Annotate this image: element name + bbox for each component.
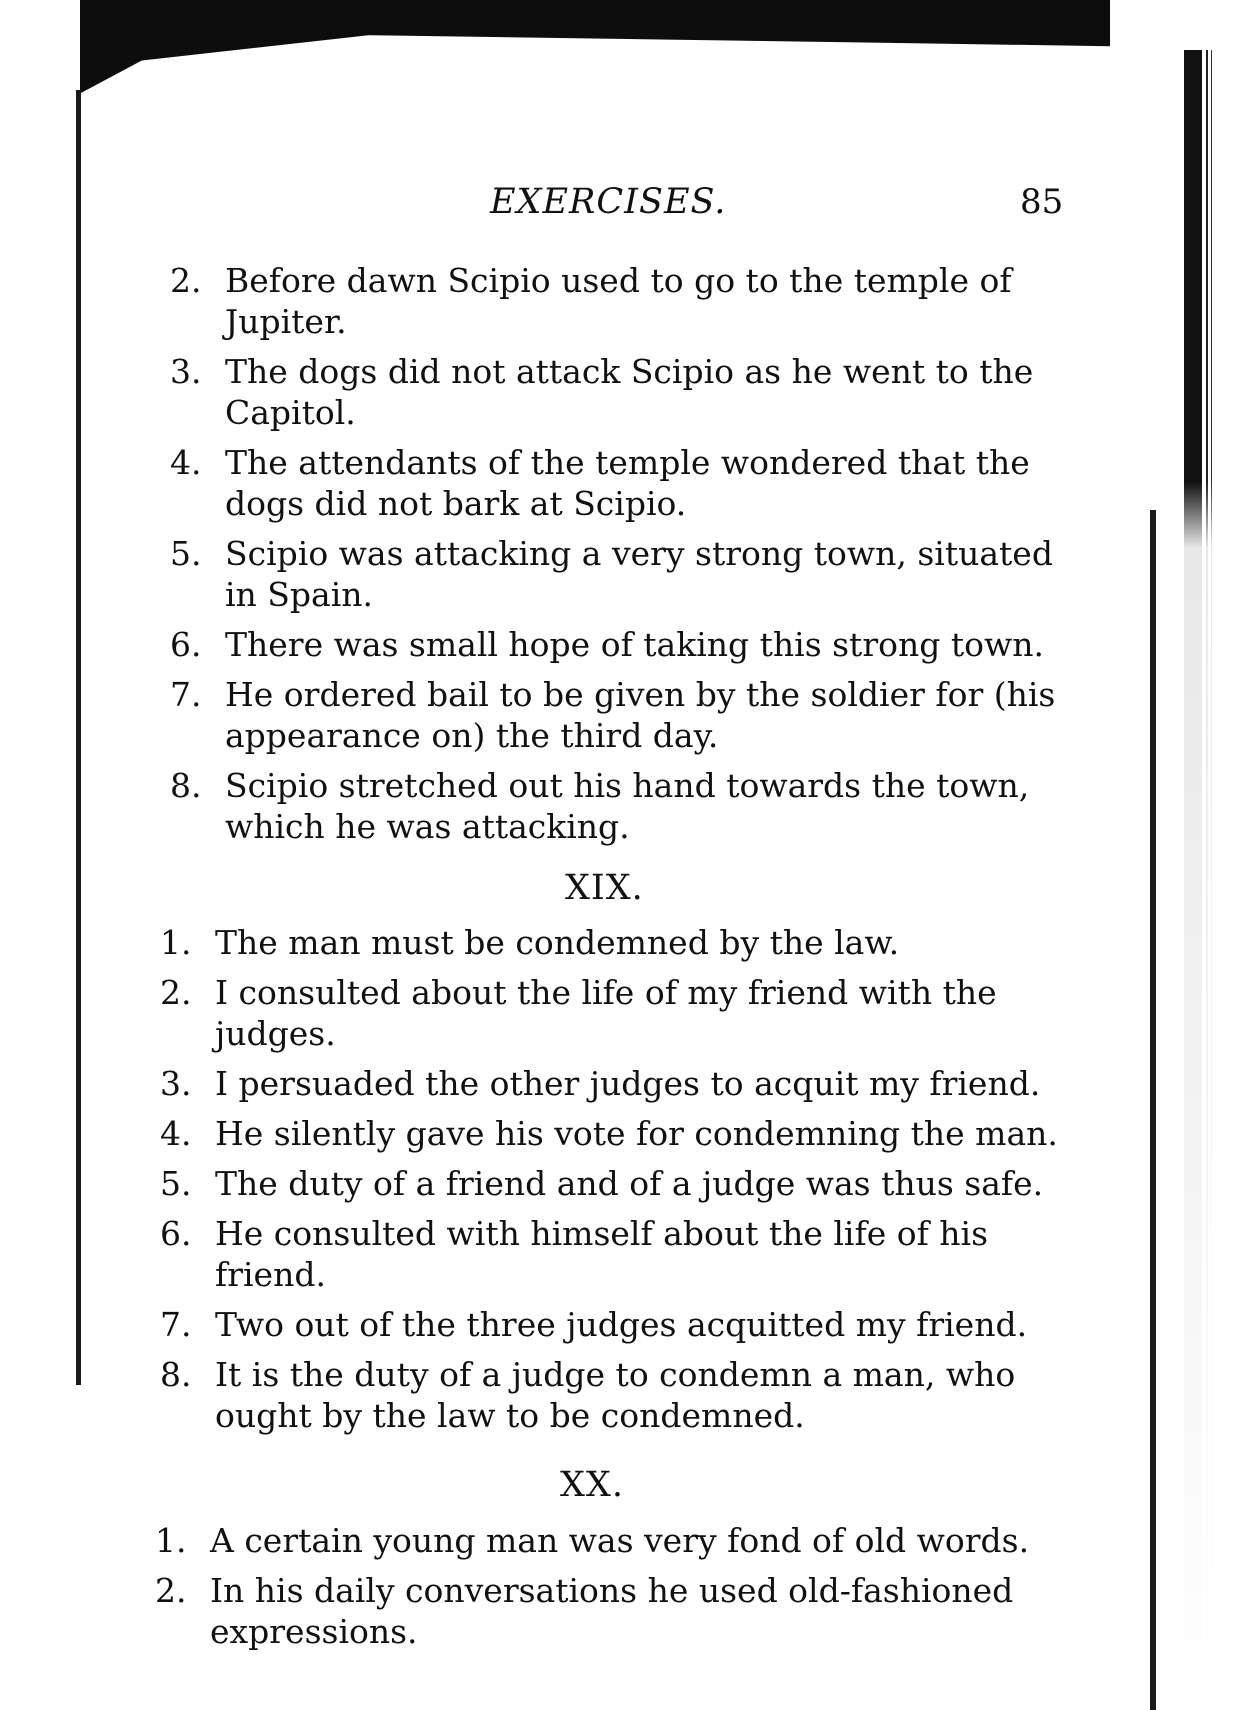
- exercise-list-xix: [160, 922, 1070, 1445]
- item-text: Before dawn Scipio used to go to the temple of Jupiter.: [225, 261, 1012, 341]
- exercise-list-continued: [170, 260, 1070, 856]
- item-number: 8.: [160, 1355, 192, 1394]
- item-number: 3.: [160, 1064, 192, 1103]
- list-item: [160, 1354, 1070, 1436]
- item-number: 5.: [160, 1164, 192, 1203]
- item-number: 2.: [160, 973, 192, 1012]
- item-text: Two out of the three judges acquitted my friend.: [215, 1305, 1028, 1344]
- item-text: A certain young man was very fond of old words.: [210, 1521, 1030, 1560]
- item-number: 7.: [170, 675, 202, 714]
- item-text: Scipio was attacking a very strong town, situated in Spain.: [225, 534, 1053, 614]
- list-item: [170, 260, 1070, 342]
- section-heading-xx: XX.: [560, 1465, 624, 1505]
- list-item: [160, 1163, 1070, 1204]
- item-text: He silently gave his vote for condemning the man.: [215, 1114, 1058, 1153]
- item-number: 2.: [155, 1571, 187, 1610]
- item-text: He consulted with himself about the life of his friend.: [215, 1214, 989, 1294]
- list-item: [170, 442, 1070, 524]
- list-item: [155, 1570, 1065, 1652]
- item-number: 5.: [170, 534, 202, 573]
- list-item: [155, 1520, 1065, 1561]
- item-number: 3.: [170, 352, 202, 391]
- item-number: 7.: [160, 1305, 192, 1344]
- item-text: The dogs did not attack Scipio as he went to the Capitol.: [225, 352, 1034, 432]
- exercise-list-xx: [155, 1520, 1065, 1661]
- item-text: I consulted about the life of my friend with the judges.: [215, 973, 997, 1053]
- list-item: [160, 972, 1070, 1054]
- item-text: He ordered bail to be given by the soldier for (his appearance on) the third day.: [225, 675, 1056, 755]
- scan-top-shadow: [80, 0, 1110, 110]
- item-text: Scipio stretched out his hand towards the town, which he was attacking.: [225, 766, 1030, 846]
- page-number: 85: [1020, 182, 1064, 222]
- list-item: [170, 765, 1070, 847]
- item-text: I persuaded the other judges to acquit my friend.: [215, 1064, 1041, 1103]
- item-text: There was small hope of taking this strong town.: [225, 625, 1044, 664]
- item-number: 2.: [170, 261, 202, 300]
- item-text: The duty of a friend and of a judge was thus safe.: [215, 1164, 1044, 1203]
- list-item: [160, 1213, 1070, 1295]
- item-number: 6.: [170, 625, 202, 664]
- list-item: [170, 351, 1070, 433]
- item-text: The man must be condemned by the law.: [215, 923, 900, 962]
- list-item: [170, 624, 1070, 665]
- list-item: [160, 1063, 1070, 1104]
- item-text: In his daily conversations he used old-fashioned expressions.: [210, 1571, 1014, 1651]
- list-item: [160, 1304, 1070, 1345]
- section-heading-xix: XIX.: [565, 868, 644, 908]
- item-text: The attendants of the temple wondered that the dogs did not bark at Scipio.: [225, 443, 1030, 523]
- item-number: 4.: [170, 443, 202, 482]
- list-item: [170, 674, 1070, 756]
- item-number: 8.: [170, 766, 202, 805]
- item-number: 4.: [160, 1114, 192, 1153]
- scan-left-edge: [76, 90, 81, 1385]
- item-number: 1.: [155, 1521, 187, 1560]
- scan-right-rule: [1150, 510, 1156, 1710]
- list-item: [170, 533, 1070, 615]
- list-item: [160, 922, 1070, 963]
- item-text: It is the duty of a judge to condemn a man, who ought by the law to be condemned.: [215, 1355, 1016, 1435]
- list-item: [160, 1113, 1070, 1154]
- item-number: 6.: [160, 1214, 192, 1253]
- running-head: EXERCISES.: [490, 182, 727, 222]
- scan-binding-edge: [1184, 50, 1236, 1710]
- item-number: 1.: [160, 923, 192, 962]
